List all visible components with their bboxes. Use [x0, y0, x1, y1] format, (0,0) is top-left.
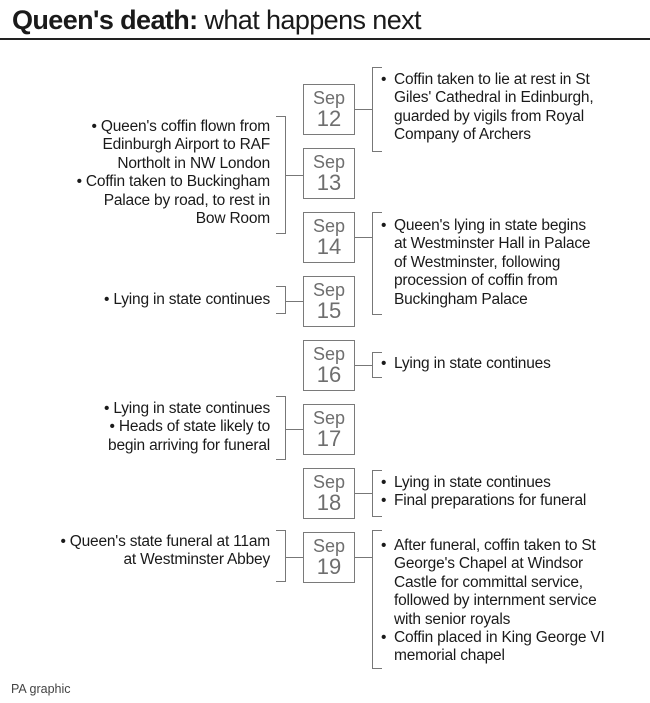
- title-rule: [0, 38, 650, 40]
- date-day: 14: [316, 234, 342, 259]
- connector-right-sep-16: [355, 365, 372, 366]
- date-box-sep-17: [303, 404, 355, 455]
- note-item: [30, 533, 270, 570]
- date-box-sep-19: [303, 532, 355, 583]
- connector-right-sep-18: [355, 493, 372, 494]
- left-note-sep-15: [30, 291, 270, 309]
- note-line: at Westminster Abbey: [123, 551, 270, 569]
- note-line: with senior royals: [394, 610, 511, 628]
- note-item: [30, 400, 270, 418]
- note-line: • Coffin placed in King George VI: [394, 629, 605, 647]
- note-line: • Lying in state continues: [104, 291, 270, 308]
- right-note-sep-14: [381, 217, 643, 309]
- bracket-left-sep-13: [276, 116, 286, 234]
- connector-right-sep-19: [355, 557, 372, 558]
- note-line: Palace by road, to rest in: [103, 191, 270, 209]
- note-line: at Westminster Hall in Palace: [394, 235, 591, 253]
- note-line: begin arriving for funeral: [108, 436, 270, 454]
- note-line: procession of coffin from: [394, 272, 558, 290]
- connector-left-sep-17: [286, 429, 303, 430]
- note-line: • Heads of state likely to: [109, 418, 270, 436]
- bracket-left-sep-17: [276, 396, 286, 460]
- note-line: • Final preparations for funeral: [394, 492, 587, 510]
- connector-right-sep-14: [355, 237, 372, 238]
- date-month: Sep: [312, 152, 346, 172]
- note-line: Edinburgh Airport to RAF: [102, 136, 270, 154]
- note-item: [381, 537, 643, 629]
- note-line: Northolt in NW London: [117, 154, 270, 172]
- note-item: [381, 71, 643, 145]
- connector-left-sep-13: [286, 175, 303, 176]
- title-bold: Queen's death:: [12, 5, 198, 35]
- left-note-sep-13: [30, 118, 270, 228]
- note-line: • Lying in state continues: [394, 474, 551, 491]
- right-note-sep-16: [381, 355, 643, 373]
- note-line: Buckingham Palace: [394, 290, 528, 308]
- note-item: [30, 118, 270, 173]
- note-line: of Westminster, following: [394, 253, 561, 271]
- right-note-sep-12: [381, 71, 643, 145]
- note-line: Giles' Cathedral in Edinburgh,: [394, 89, 594, 107]
- date-month: Sep: [312, 344, 346, 364]
- date-box-sep-18: [303, 468, 355, 519]
- date-day: 15: [316, 298, 342, 323]
- bracket-left-sep-19: [276, 530, 286, 582]
- date-box-sep-13: [303, 148, 355, 199]
- note-item: [381, 492, 643, 510]
- note-line: • Coffin taken to Buckingham: [76, 173, 270, 191]
- left-note-sep-17: [30, 400, 270, 455]
- date-month: Sep: [312, 216, 346, 236]
- connector-right-sep-12: [355, 109, 372, 110]
- date-day: 13: [316, 170, 342, 195]
- right-note-sep-19: [381, 537, 643, 666]
- left-note-sep-19: [30, 533, 270, 570]
- connector-left-sep-19: [286, 557, 303, 558]
- note-line: • Lying in state continues: [104, 400, 270, 417]
- note-line: • Queen's coffin flown from: [91, 118, 270, 135]
- right-note-sep-18: [381, 474, 643, 511]
- bracket-left-sep-15: [276, 286, 286, 314]
- date-day: 16: [316, 362, 342, 387]
- note-item: [381, 474, 643, 492]
- date-month: Sep: [312, 536, 346, 556]
- note-item: [30, 418, 270, 455]
- date-month: Sep: [312, 472, 346, 492]
- date-box-sep-15: [303, 276, 355, 327]
- page-title: [12, 4, 421, 36]
- note-item: [381, 217, 643, 309]
- note-line: guarded by vigils from Royal: [394, 107, 584, 125]
- date-month: Sep: [312, 280, 346, 300]
- note-item: [30, 291, 270, 309]
- note-line: Bow Room: [195, 210, 270, 228]
- note-line: • Coffin taken to lie at rest in St: [394, 71, 590, 88]
- date-day: 12: [316, 106, 342, 131]
- date-day: 17: [316, 426, 342, 451]
- date-month: Sep: [312, 408, 346, 428]
- note-line: memorial chapel: [394, 647, 505, 665]
- note-line: followed by internment service: [394, 592, 597, 610]
- note-line: George's Chapel at Windsor: [394, 555, 584, 573]
- date-day: 18: [316, 490, 342, 515]
- title-rest: what happens next: [197, 5, 421, 35]
- date-month: Sep: [312, 88, 346, 108]
- date-box-sep-12: [303, 84, 355, 135]
- note-line: Company of Archers: [394, 126, 531, 144]
- note-line: • After funeral, coffin taken to St: [394, 537, 596, 554]
- credit: PA graphic: [11, 682, 71, 696]
- note-line: • Queen's lying in state begins: [394, 217, 586, 234]
- note-line: • Lying in state continues: [394, 355, 551, 372]
- date-box-sep-16: [303, 340, 355, 391]
- note-line: Castle for committal service,: [394, 573, 583, 591]
- note-line: • Queen's state funeral at 11am: [60, 533, 270, 550]
- note-item: [381, 629, 643, 666]
- date-day: 19: [316, 554, 342, 579]
- note-item: [30, 173, 270, 228]
- connector-left-sep-15: [286, 301, 303, 302]
- date-box-sep-14: [303, 212, 355, 263]
- note-item: [381, 355, 643, 373]
